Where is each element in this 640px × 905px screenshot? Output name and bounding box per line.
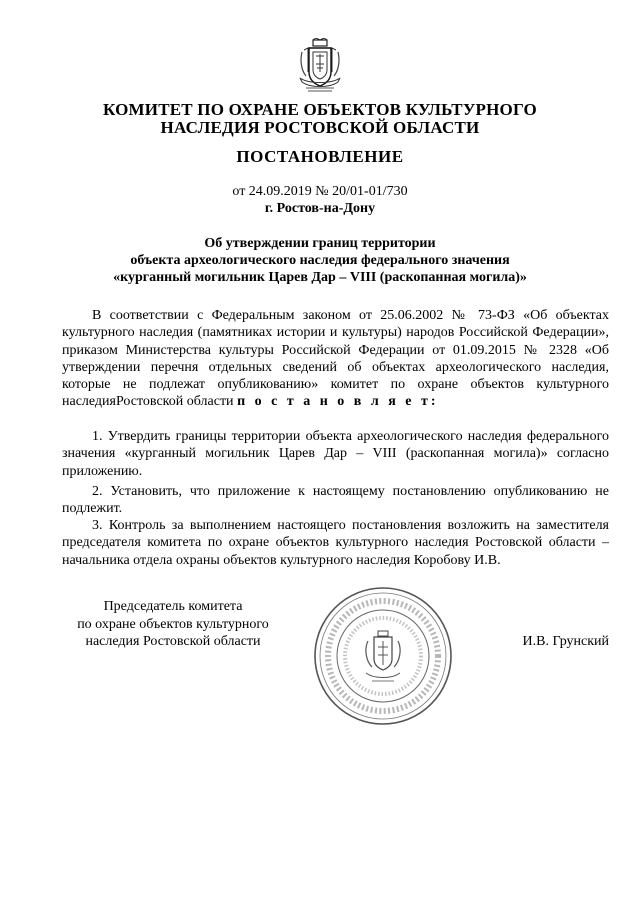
- subject-line: «курганный могильник Царев Дар – VIII (раскопанная могила)»: [113, 270, 527, 285]
- subject-line: Об утверждении границ территории: [204, 236, 436, 251]
- clause-2: 2. Установить, что приложение к настоящему постановлению опубликованию не подлежит.: [62, 484, 609, 517]
- signatory-title-line: по охране объектов культурного: [77, 616, 269, 632]
- organization-title: [40, 101, 600, 137]
- clause-3: 3. Контроль за выполнением настоящего постановления возложить на заместителя председателя комитета по охране объектов культурного наследия Ростовской области – начальника отдела охраны объектов культурного наследия Коробову И.В.: [62, 518, 609, 568]
- signatory-title-line: наследия Ростовской области: [85, 634, 261, 649]
- signatory-title-line: Председатель комитета: [103, 599, 243, 614]
- clause-1: 1. Утвердить границы территории объекта археологического наследия федерального значения «курганный могильник Царев Дар – VIII (раскопанная могила)» согласно приложению.: [62, 429, 609, 479]
- organization-title-line: НАСЛЕДИЯ РОСТОВСКОЙ ОБЛАСТИ: [160, 118, 480, 137]
- organization-title-line: КОМИТЕТ ПО ОХРАНЕ ОБЪЕКТОВ КУЛЬТУРНОГО: [103, 100, 537, 119]
- document-city: г. Ростов-на-Дону: [264, 201, 376, 216]
- preamble-paragraph: [62, 307, 609, 411]
- resolves-word: п о с т а н о в л я е т:: [237, 394, 439, 410]
- preamble-text: В соответствии с Федеральным законом от 25.06.2002 № 73-ФЗ «Об объектах культурного наследия (памятниках истории и культуры) народов Российской Федерации», приказом Министерства культуры Российской Федерации от 01.09.2015 № 2328 «Об утверждении перечня отдельных сведений об объектах археологического наследия, которые не подлежат опубликованию» комитет по охране объектов культурного наследияРостовской области: [62, 308, 609, 410]
- document-type: ПОСТАНОВЛЕНИЕ: [236, 147, 404, 166]
- document-date-number: от 24.09.2019 № 20/01-01/730: [232, 184, 408, 199]
- coat-of-arms-icon: [298, 38, 342, 94]
- official-seal-icon: [312, 585, 454, 727]
- subject-line: объекта археологического наследия федерального значения: [130, 253, 510, 268]
- signatory-title: [62, 598, 284, 651]
- signatory-name: И.В. Грунский: [522, 634, 609, 649]
- document-subject: [40, 235, 600, 286]
